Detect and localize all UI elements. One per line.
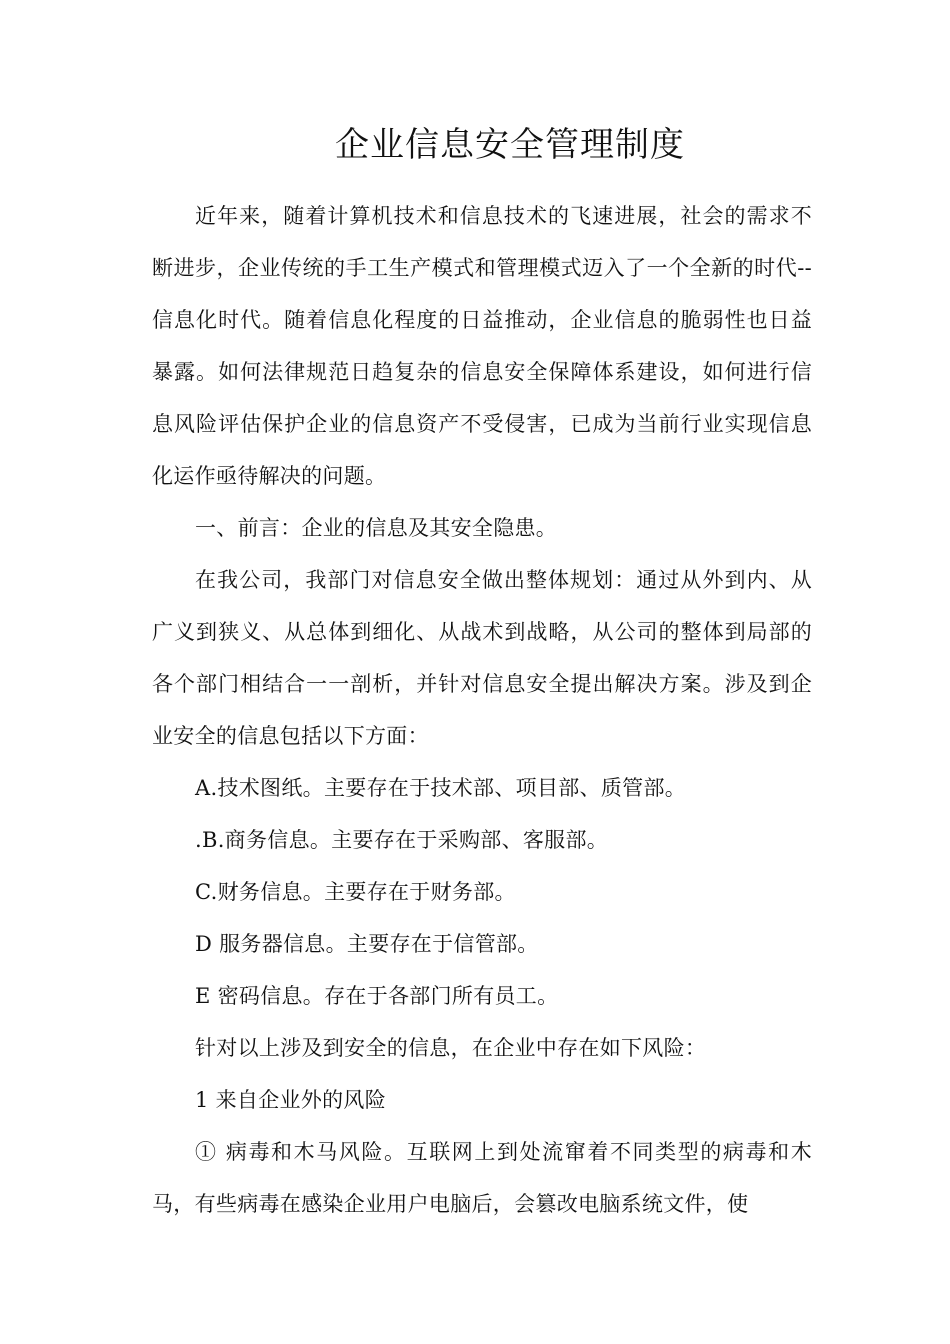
paragraph-item-b: .B.商务信息。主要存在于采购部、客服部。	[195, 828, 609, 852]
document-body	[152, 190, 812, 1230]
paragraph-virus-risk: ① 病毒和木马风险。互联网上到处流窜着不同类型的病毒和木马，有些病毒在感染企业用户电脑后，会篡改电脑系统文件，使	[152, 1140, 812, 1216]
paragraph-item-d: D 服务器信息。主要存在于信管部。	[195, 932, 539, 956]
paragraph-item-a: A.技术图纸。主要存在于技术部、项目部、质管部。	[195, 776, 687, 800]
paragraph-item-c: C.财务信息。主要存在于财务部。	[195, 880, 516, 904]
paragraph-external-risk-heading: 1 来自企业外的风险	[195, 1088, 387, 1112]
document-title: 企业信息安全管理制度	[335, 125, 685, 165]
paragraph-intro: 近年来，随着计算机技术和信息技术的飞速进展，社会的需求不断进步，企业传统的手工生产模式和管理模式迈入了一个全新的时代--信息化时代。随着信息化程度的日益推动，企业信息的脆弱性也日益暴露。如何法律规范日趋复杂的信息安全保障体系建设，如何进行信息风险评估保护企业的信息资产不受侵害，已成为当前行业实现信息化运作亟待解决的问题。	[152, 204, 812, 488]
paragraph-risks-intro: 针对以上涉及到安全的信息，在企业中存在如下风险：	[195, 1036, 707, 1060]
paragraph-planning: 在我公司，我部门对信息安全做出整体规划：通过从外到内、从广义到狭义、从总体到细化、从战术到战略，从公司的整体到局部的各个部门相结合一一剖析，并针对信息安全提出解决方案。涉及到企业安全的信息包括以下方面：	[152, 568, 812, 748]
paragraph-item-e: E 密码信息。存在于各部门所有员工。	[195, 984, 559, 1008]
paragraph-section-heading: 一、前言：企业的信息及其安全隐患。	[195, 516, 558, 540]
